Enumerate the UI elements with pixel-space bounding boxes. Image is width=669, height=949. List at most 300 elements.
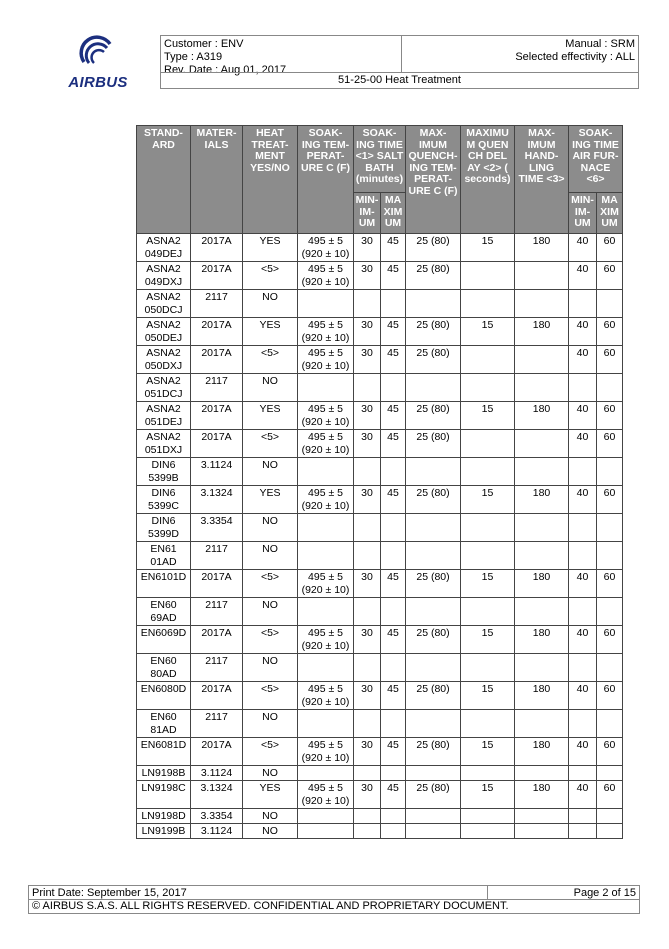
cell-quench-delay [461,290,515,318]
cell-quench-delay: 15 [461,402,515,430]
table-row [137,318,623,346]
cell-soaking-temp: 495 ± 5 (920 ± 10) [298,430,354,458]
cell-quench-delay [461,824,515,839]
cell-air-min: 40 [569,486,597,514]
cell-standard: EN6081D [137,738,191,766]
cell-handling-time [515,262,569,290]
cell-air-max [597,598,623,626]
cell-material: 2117 [191,654,243,682]
cell-air-min: 40 [569,738,597,766]
cell-air-max [597,710,623,738]
table-row [137,458,623,486]
cell-salt-min: 30 [354,486,381,514]
cell-material: 2117 [191,598,243,626]
cell-handling-time [515,809,569,824]
cell-soaking-temp [298,598,354,626]
cell-air-min [569,374,597,402]
cell-salt-max: 45 [381,262,406,290]
cell-standard: EN60 69AD [137,598,191,626]
cell-soaking-temp [298,542,354,570]
cell-salt-max: 45 [381,626,406,654]
cell-handling-time [515,458,569,486]
cell-handling-time: 180 [515,486,569,514]
cell-air-min: 40 [569,346,597,374]
table-row [137,598,623,626]
cell-quench-temp: 25 (80) [406,262,461,290]
cell-material: 2017A [191,318,243,346]
cell-salt-min [354,542,381,570]
cell-standard: EN60 81AD [137,710,191,738]
cell-handling-time: 180 [515,570,569,598]
col-salt-min: MIN- IM- UM [354,193,381,234]
cell-quench-temp: 25 (80) [406,682,461,710]
cell-air-max [597,809,623,824]
cell-standard: ASNA2 051DCJ [137,374,191,402]
cell-quench-temp [406,514,461,542]
table-row [137,514,623,542]
cell-standard: LN9198D [137,809,191,824]
cell-air-min: 40 [569,318,597,346]
cell-salt-max [381,654,406,682]
cell-salt-min: 30 [354,346,381,374]
cell-air-max [597,542,623,570]
cell-heat-treatment: YES [243,402,298,430]
table-row [137,234,623,262]
cell-air-min: 40 [569,402,597,430]
cell-quench-temp [406,542,461,570]
header-divider [401,36,402,72]
cell-salt-max [381,290,406,318]
cell-air-min: 40 [569,682,597,710]
cell-soaking-temp: 495 ± 5 (920 ± 10) [298,262,354,290]
col-soaking-time-salt: SOAK- ING TIME <1> SALT BATH (minutes) [354,126,406,193]
cell-salt-min [354,514,381,542]
col-soaking-temp: SOAK- ING TEM- PERAT- URE C (F) [298,126,354,234]
cell-air-min [569,654,597,682]
cell-material: 2017A [191,738,243,766]
cell-soaking-temp [298,654,354,682]
cell-air-min [569,598,597,626]
cell-standard: ASNA2 051DEJ [137,402,191,430]
cell-soaking-temp: 495 ± 5 (920 ± 10) [298,781,354,809]
cell-handling-time [515,598,569,626]
cell-standard: DIN6 5399D [137,514,191,542]
cell-quench-delay: 15 [461,682,515,710]
table-row [137,710,623,738]
table-row [137,654,623,682]
cell-standard: EN60 80AD [137,654,191,682]
cell-salt-min: 30 [354,318,381,346]
cell-air-max: 60 [597,346,623,374]
cell-material: 3.1124 [191,824,243,839]
cell-handling-time [515,766,569,781]
cell-air-min [569,542,597,570]
table-row [137,542,623,570]
cell-air-max: 60 [597,234,623,262]
copyright-notice: © AIRBUS S.A.S. ALL RIGHTS RESERVED. CONFIDENTIAL AND PROPRIETARY DOCUMENT. [28,899,640,914]
cell-material: 2017A [191,430,243,458]
cell-quench-delay [461,430,515,458]
cell-standard: LN9198C [137,781,191,809]
cell-quench-temp [406,458,461,486]
customer-label: Customer : ENV [164,38,244,50]
cell-salt-min: 30 [354,262,381,290]
cell-material: 2117 [191,710,243,738]
manual-label: Manual : SRM [565,38,635,50]
cell-quench-temp: 25 (80) [406,570,461,598]
cell-heat-treatment: YES [243,318,298,346]
table-row [137,262,623,290]
airbus-logo [58,32,138,94]
cell-salt-max: 45 [381,430,406,458]
cell-quench-delay: 15 [461,318,515,346]
cell-salt-max: 45 [381,318,406,346]
cell-quench-delay [461,262,515,290]
cell-standard: ASNA2 050DCJ [137,290,191,318]
cell-soaking-temp: 495 ± 5 (920 ± 10) [298,346,354,374]
cell-salt-min: 30 [354,626,381,654]
cell-quench-temp: 25 (80) [406,402,461,430]
cell-salt-min: 30 [354,781,381,809]
cell-soaking-temp [298,514,354,542]
document-footer [28,885,640,915]
cell-material: 2117 [191,374,243,402]
cell-quench-delay [461,346,515,374]
cell-air-min: 40 [569,234,597,262]
cell-handling-time: 180 [515,626,569,654]
cell-salt-max: 45 [381,402,406,430]
cell-salt-max [381,374,406,402]
cell-air-max: 60 [597,430,623,458]
cell-air-min: 40 [569,781,597,809]
table-row [137,570,623,598]
cell-salt-max [381,542,406,570]
cell-salt-max [381,809,406,824]
cell-standard: EN6080D [137,682,191,710]
cell-heat-treatment: <5> [243,626,298,654]
cell-standard: LN9198B [137,766,191,781]
section-title: 51-25-00 Heat Treatment [338,74,461,86]
cell-soaking-temp: 495 ± 5 (920 ± 10) [298,738,354,766]
cell-material: 3.1124 [191,458,243,486]
cell-standard: ASNA2 051DXJ [137,430,191,458]
airbus-logo-text: AIRBUS [68,74,128,91]
cell-soaking-temp [298,766,354,781]
cell-soaking-temp [298,374,354,402]
col-materials: MATER- IALS [191,126,243,234]
cell-salt-min: 30 [354,430,381,458]
cell-soaking-temp: 495 ± 5 (920 ± 10) [298,626,354,654]
cell-heat-treatment: YES [243,234,298,262]
cell-handling-time: 180 [515,318,569,346]
cell-salt-min [354,290,381,318]
cell-soaking-temp [298,809,354,824]
cell-salt-min [354,654,381,682]
airbus-swirl-icon [76,32,118,72]
cell-air-max [597,824,623,839]
cell-quench-delay: 15 [461,486,515,514]
cell-salt-max [381,458,406,486]
cell-salt-min: 30 [354,682,381,710]
cell-standard: EN61 01AD [137,542,191,570]
cell-heat-treatment: NO [243,809,298,824]
cell-material: 2017A [191,234,243,262]
table-row [137,430,623,458]
cell-heat-treatment: NO [243,710,298,738]
col-air-min: MIN- IM- UM [569,193,597,234]
cell-handling-time [515,374,569,402]
cell-salt-min [354,598,381,626]
cell-quench-temp [406,824,461,839]
cell-salt-min [354,710,381,738]
table-row [137,781,623,809]
cell-salt-max [381,710,406,738]
heat-treatment-table [136,125,623,839]
cell-salt-min: 30 [354,402,381,430]
cell-air-min [569,458,597,486]
cell-material: 3.1324 [191,486,243,514]
cell-standard: LN9199B [137,824,191,839]
cell-quench-temp: 25 (80) [406,781,461,809]
cell-quench-temp [406,654,461,682]
cell-quench-delay: 15 [461,570,515,598]
table-row [137,346,623,374]
table-row [137,402,623,430]
table-row [137,682,623,710]
cell-quench-delay [461,710,515,738]
cell-air-max [597,766,623,781]
cell-air-max [597,290,623,318]
cell-air-min [569,710,597,738]
cell-material: 3.1124 [191,766,243,781]
cell-heat-treatment: YES [243,486,298,514]
cell-quench-delay [461,598,515,626]
cell-salt-max: 45 [381,346,406,374]
cell-quench-temp [406,290,461,318]
col-soaking-time-air: SOAK- ING TIME AIR FUR- NACE <6> [569,126,623,193]
cell-heat-treatment: NO [243,766,298,781]
cell-material: 3.3354 [191,809,243,824]
cell-quench-temp: 25 (80) [406,346,461,374]
cell-air-min: 40 [569,430,597,458]
cell-material: 2017A [191,570,243,598]
cell-salt-max: 45 [381,570,406,598]
cell-soaking-temp [298,458,354,486]
cell-salt-max: 45 [381,486,406,514]
cell-heat-treatment: NO [243,458,298,486]
cell-heat-treatment: NO [243,654,298,682]
table-row [137,486,623,514]
table-body [137,234,623,839]
cell-air-min: 40 [569,570,597,598]
page-number: Page 2 of 15 [573,887,636,899]
cell-quench-delay [461,809,515,824]
document-header [160,35,639,89]
col-standard: STAND- ARD [137,126,191,234]
cell-air-min [569,766,597,781]
cell-material: 2017A [191,262,243,290]
cell-air-max: 60 [597,738,623,766]
cell-quench-temp [406,809,461,824]
cell-salt-max: 45 [381,781,406,809]
cell-air-max: 60 [597,682,623,710]
cell-standard: ASNA2 050DEJ [137,318,191,346]
cell-material: 2117 [191,542,243,570]
col-air-max: MA XIM UM [597,193,623,234]
col-salt-max: MA XIM UM [381,193,406,234]
cell-quench-delay: 15 [461,626,515,654]
cell-heat-treatment: <5> [243,682,298,710]
cell-heat-treatment: <5> [243,738,298,766]
cell-salt-min [354,458,381,486]
cell-material: 2117 [191,290,243,318]
cell-quench-temp [406,598,461,626]
table-row [137,824,623,839]
cell-air-max: 60 [597,318,623,346]
cell-quench-temp: 25 (80) [406,486,461,514]
cell-quench-delay: 15 [461,781,515,809]
cell-quench-temp: 25 (80) [406,738,461,766]
cell-soaking-temp: 495 ± 5 (920 ± 10) [298,682,354,710]
table-row [137,374,623,402]
cell-quench-temp: 25 (80) [406,626,461,654]
cell-salt-min: 30 [354,234,381,262]
cell-heat-treatment: NO [243,514,298,542]
effectivity-label: Selected effectivity : ALL [515,51,635,63]
cell-material: 2017A [191,346,243,374]
cell-material: 3.1324 [191,781,243,809]
cell-air-min [569,809,597,824]
cell-handling-time [515,514,569,542]
cell-heat-treatment: <5> [243,262,298,290]
cell-standard: DIN6 5399C [137,486,191,514]
cell-quench-delay [461,514,515,542]
table-row [137,290,623,318]
col-max-quench-delay: MAXIMU M QUEN CH DEL AY <2> ( seconds) [461,126,515,234]
cell-material: 2017A [191,402,243,430]
cell-air-min [569,824,597,839]
cell-material: 3.3354 [191,514,243,542]
cell-quench-delay: 15 [461,234,515,262]
cell-soaking-temp: 495 ± 5 (920 ± 10) [298,402,354,430]
cell-quench-temp: 25 (80) [406,318,461,346]
col-heat-treatment: HEAT TREAT- MENT YES/NO [243,126,298,234]
cell-soaking-temp: 495 ± 5 (920 ± 10) [298,318,354,346]
cell-standard: DIN6 5399B [137,458,191,486]
cell-salt-max: 45 [381,738,406,766]
table-row [137,766,623,781]
cell-air-max: 60 [597,781,623,809]
cell-material: 2017A [191,682,243,710]
cell-air-max [597,458,623,486]
cell-salt-max [381,514,406,542]
table-row [137,626,623,654]
rev-date-label: Rev. Date : Aug 01, 2017 [164,64,287,76]
cell-salt-max: 45 [381,234,406,262]
print-date: Print Date: September 15, 2017 [32,887,187,899]
cell-air-min: 40 [569,262,597,290]
cell-handling-time [515,542,569,570]
cell-salt-max [381,824,406,839]
cell-heat-treatment: NO [243,824,298,839]
cell-handling-time [515,290,569,318]
cell-air-max [597,654,623,682]
cell-air-max: 60 [597,626,623,654]
cell-soaking-temp: 495 ± 5 (920 ± 10) [298,486,354,514]
cell-quench-delay: 15 [461,738,515,766]
cell-handling-time [515,346,569,374]
cell-handling-time [515,654,569,682]
cell-salt-min [354,766,381,781]
cell-quench-delay [461,374,515,402]
cell-soaking-temp [298,824,354,839]
cell-heat-treatment: YES [243,781,298,809]
cell-heat-treatment: NO [243,598,298,626]
cell-handling-time: 180 [515,234,569,262]
type-label: Type : A319 [164,51,223,63]
cell-handling-time: 180 [515,402,569,430]
cell-soaking-temp [298,290,354,318]
cell-heat-treatment: NO [243,290,298,318]
cell-handling-time [515,710,569,738]
cell-salt-min [354,809,381,824]
cell-quench-temp [406,710,461,738]
cell-quench-delay [461,458,515,486]
cell-air-max: 60 [597,262,623,290]
cell-handling-time: 180 [515,781,569,809]
cell-handling-time: 180 [515,738,569,766]
header-rule [161,72,638,73]
cell-salt-max [381,598,406,626]
cell-quench-temp: 25 (80) [406,430,461,458]
cell-standard: ASNA2 050DXJ [137,346,191,374]
cell-air-max: 60 [597,570,623,598]
cell-quench-delay [461,542,515,570]
cell-quench-temp [406,374,461,402]
cell-handling-time [515,824,569,839]
cell-quench-delay [461,766,515,781]
cell-salt-max [381,766,406,781]
cell-material: 2017A [191,626,243,654]
cell-air-min: 40 [569,626,597,654]
cell-salt-min: 30 [354,570,381,598]
table-row [137,809,623,824]
cell-heat-treatment: <5> [243,570,298,598]
cell-quench-temp: 25 (80) [406,234,461,262]
cell-air-max [597,374,623,402]
cell-air-max [597,514,623,542]
cell-salt-min [354,824,381,839]
col-max-quench-temp: MAX- IMUM QUENCH- ING TEM- PERAT- URE C (F) [406,126,461,234]
cell-salt-max: 45 [381,682,406,710]
cell-air-max: 60 [597,402,623,430]
cell-heat-treatment: <5> [243,430,298,458]
table-row [137,738,623,766]
cell-salt-min: 30 [354,738,381,766]
cell-salt-min [354,374,381,402]
cell-standard: EN6101D [137,570,191,598]
cell-handling-time [515,430,569,458]
cell-standard: ASNA2 049DXJ [137,262,191,290]
cell-handling-time: 180 [515,682,569,710]
cell-air-min [569,290,597,318]
footer-divider [487,886,488,900]
cell-heat-treatment: <5> [243,346,298,374]
cell-heat-treatment: NO [243,374,298,402]
cell-soaking-temp [298,710,354,738]
cell-air-min [569,514,597,542]
cell-heat-treatment: NO [243,542,298,570]
